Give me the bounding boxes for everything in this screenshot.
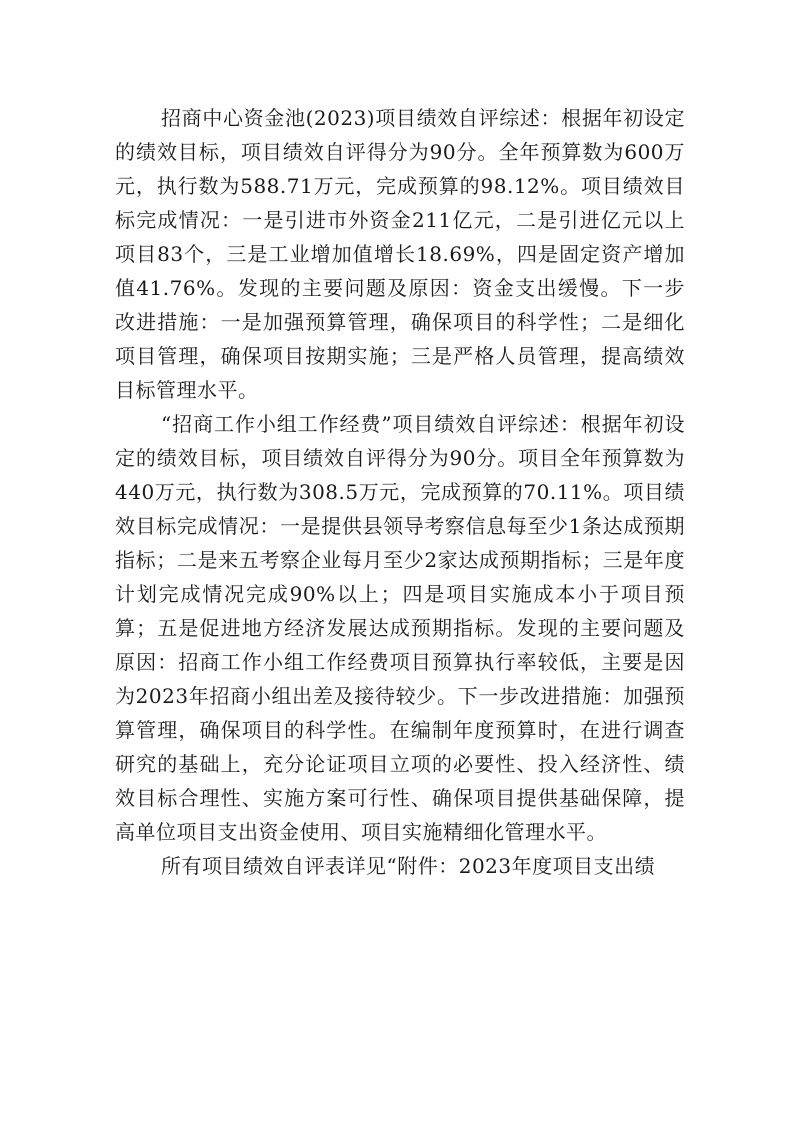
paragraph-fund-pool-summary: 招商中心资金池(2023)项目绩效自评综述：根据年初设定的绩效目标，项目绩效自评得分为90分。全年预算数为600万元，执行数为588.71万元，完成预算的98.12%。项目绩效目标完成情况：一是引进市外资金211亿元，二是引进亿元以上项目83个，三是工业增加值增长18.69%，四是固定资产增加值41.76%。发现的主要问题及原因：资金支出缓慢。下一步改进措施：一是加强预算管理，确保项目的科学性；二是细化项目管理，确保项目按期实施；三是严格人员管理，提高绩效目标管理水平。	[115, 106, 685, 402]
paragraph-work-group-summary: “招商工作小组工作经费”项目绩效自评综述：根据年初设定的绩效目标，项目绩效自评得分为90分。项目全年预算数为440万元，执行数为308.5万元，完成预算的70.11%。项目绩效目标完成情况：一是提供县领导考察信息每至少1条达成预期指标；二是来五考察企业每月至少2家达成预期指标；三是年度计划完成情况完成90%以上；四是项目实施成本小于项目预算；五是促进地方经济发展达成预期指标。发现的主要问题及原因：招商工作小组工作经费项目预算执行率较低，主要是因为2023年招商小组出差及接待较少。下一步改进措施：加强预算管理，确保项目的科学性。在编制年度预算时，在进行调查研究的基础上，充分论证项目立项的必要性、投入经济性、绩效目标合理性、实施方案可行性、确保项目提供基础保障，提高单位项目支出资金使用、项目实施精细化管理水平。	[115, 412, 685, 844]
paragraph-attachment-reference: 所有项目绩效自评表详见“附件：2023年度项目支出绩	[161, 854, 656, 878]
document-body	[115, 101, 685, 883]
